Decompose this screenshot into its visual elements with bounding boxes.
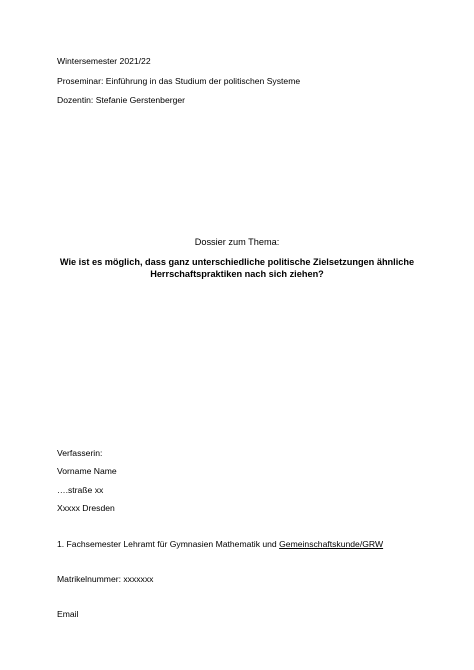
study-subject-underlined: Gemeinschaftskunde/GRW — [279, 539, 384, 549]
author-city: Xxxxx Dresden — [57, 503, 115, 513]
email-line: Email — [57, 609, 79, 619]
dossier-intro: Dossier zum Thema: — [194, 237, 280, 247]
dossier-title-line-2: Herrschaftspraktiken nach sich ziehen? — [150, 269, 324, 279]
dossier-title — [0, 256, 474, 280]
lecturer-line: Dozentin: Stefanie Gerstenberger — [57, 95, 186, 105]
author-street: ….straße xx — [57, 485, 104, 495]
study-text: 1. Fachsemester Lehramt für Gymnasien Mathematik und — [57, 539, 280, 549]
course-line: Proseminar: Einführung in das Studium der politischen Systeme — [57, 76, 301, 86]
matriculation-line: Matrikelnummer: xxxxxxx — [57, 574, 154, 584]
author-label: Verfasserin: — [57, 448, 103, 458]
semester-line: Wintersemester 2021/22 — [57, 56, 151, 66]
study-line — [57, 539, 383, 550]
dossier-title-line-1: Wie ist es möglich, dass ganz unterschiedliche politische Zielsetzungen ähnliche — [59, 257, 415, 267]
author-name: Vorname Name — [57, 466, 117, 476]
